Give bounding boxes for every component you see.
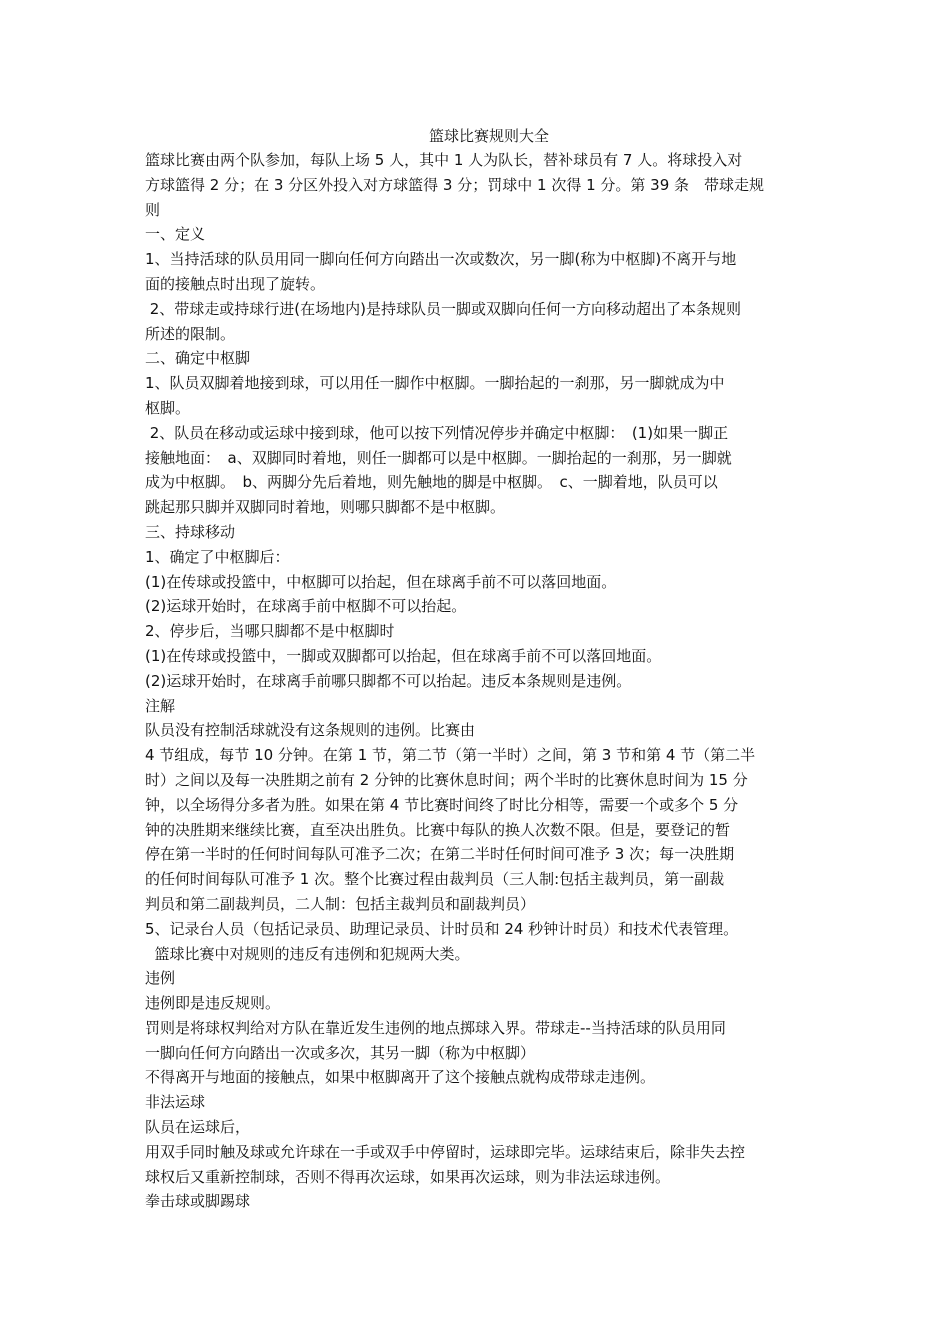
body-line: (2)运球开始时，在球离手前哪只脚都不可以抬起。违反本条规则是违例。 — [145, 671, 632, 690]
section-heading: 违例 — [145, 969, 176, 988]
body-line: 钟的决胜期来继续比赛，直至决出胜负。比赛中每队的换人次数不限。但是，要登记的暂 — [145, 820, 731, 839]
body-line: 所述的限制。 — [145, 324, 236, 343]
body-line: (1)在传球或投篮中，一脚或双脚都可以抬起，但在球离手前不可以落回地面。 — [145, 646, 662, 665]
body-line: 篮球比赛中对规则的违反有违例和犯规两大类。 — [145, 944, 470, 963]
body-line: (2)运球开始时，在球离手前中枢脚不可以抬起。 — [145, 597, 467, 616]
body-line: 时）之间以及每一决胜期之前有 2 分钟的比赛休息时间；两个半时的比赛休息时间为 15 分 — [145, 770, 748, 789]
body-line: 1、队员双脚着地接到球，可以用任一脚作中枢脚。一脚抬起的一刹那，另一脚就成为中 — [145, 374, 725, 393]
body-line: 则 — [145, 200, 161, 219]
body-line: 的任何时间每队可准予 1 次。整个比赛过程由裁判员（三人制:包括主裁判员，第一副裁 — [145, 870, 725, 889]
body-line: 2、停步后，当哪只脚都不是中枢脚时 — [145, 622, 395, 641]
body-line: 球权后又重新控制球，否则不得再次运球，如果再次运球，则为非法运球违例。 — [145, 1167, 671, 1186]
section-heading: 二、确定中枢脚 — [145, 349, 251, 368]
body-line: 1、确定了中枢脚后： — [145, 547, 290, 566]
body-line: 队员在运球后， — [145, 1118, 251, 1137]
body-line: 钟，以全场得分多者为胜。如果在第 4 节比赛时间终了时比分相等，需要一个或多个 5 分 — [145, 795, 739, 814]
body-line: 不得离开与地面的接触点，如果中枢脚离开了这个接触点就构成带球走违例。 — [145, 1068, 656, 1087]
body-line: 违例即是违反规则。 — [145, 994, 281, 1013]
section-heading: 一、定义 — [145, 225, 206, 244]
body-line: 判员和第二副裁判员，二人制：包括主裁判员和副裁判员） — [145, 894, 536, 913]
body-line: 用双手同时触及球或允许球在一手或双手中停留时，运球即完毕。运球结束后，除非失去控 — [145, 1142, 746, 1161]
body-line: 跳起那只脚并双脚同时着地，则哪只脚都不是中枢脚。 — [145, 498, 506, 517]
body-line: 一脚向任何方向踏出一次或多次，其另一脚（称为中枢脚） — [145, 1043, 536, 1062]
body-line: 停在第一半时的任何时间每队可准予二次；在第二半时任何时间可准予 3 次；每一决胜期 — [145, 845, 735, 864]
body-line: 队员没有控制活球就没有这条规则的违例。比赛由 — [145, 721, 476, 740]
body-line: 5、记录台人员（包括记录员、助理记录员、计时员和 24 秒钟计时员）和技术代表管理。 — [145, 919, 739, 938]
body-line: 罚则是将球权判给对方队在靠近发生违例的地点掷球入界。带球走--当持活球的队员用同 — [145, 1018, 726, 1037]
section-heading: 拳击球或脚踢球 — [145, 1192, 251, 1211]
document-page — [145, 124, 813, 1214]
body-line: 4 节组成，每节 10 分钟。在第 1 节，第二节（第一半时）之间，第 3 节和第 4 节（第二半 — [145, 746, 756, 765]
body-line: 成为中枢脚。 b、两脚分先后着地，则先触地的脚是中枢脚。 c、一脚着地，队员可以 — [145, 473, 718, 492]
body-line: 接触地面： a、双脚同时着地，则任一脚都可以是中枢脚。一脚抬起的一刹那，另一脚就 — [145, 448, 732, 467]
body-line: 篮球比赛由两个队参加，每队上场 5 人，其中 1 人为队长，替补球员有 7 人。将球投入对 — [145, 151, 743, 169]
document-body — [145, 148, 813, 1214]
section-heading: 注解 — [145, 696, 176, 715]
body-line: 1、当持活球的队员用同一脚向任何方向踏出一次或数次，另一脚(称为中枢脚)不离开与地 — [145, 250, 737, 269]
body-line: (1)在传球或投篮中，中枢脚可以抬起，但在球离手前不可以落回地面。 — [145, 572, 617, 591]
body-line: 面的接触点时出现了旋转。 — [145, 274, 326, 293]
section-heading: 非法运球 — [145, 1093, 206, 1112]
body-line: 枢脚。 — [145, 398, 191, 417]
body-line: 2、带球走或持球行进(在场地内)是持球队员一脚或双脚向任何一方向移动超出了本条规则 — [145, 299, 742, 318]
body-line: 2、队员在移动或运球中接到球，他可以按下列情况停步并确定中枢脚： (1)如果一脚正 — [145, 423, 729, 442]
section-heading: 三、持球移动 — [145, 522, 236, 541]
body-line: 方球篮得 2 分；在 3 分区外投入对方球篮得 3 分；罚球中 1 次得 1 分。第 39 条 带球走规 — [145, 175, 765, 194]
document-title: 篮球比赛规则大全 — [428, 127, 549, 145]
